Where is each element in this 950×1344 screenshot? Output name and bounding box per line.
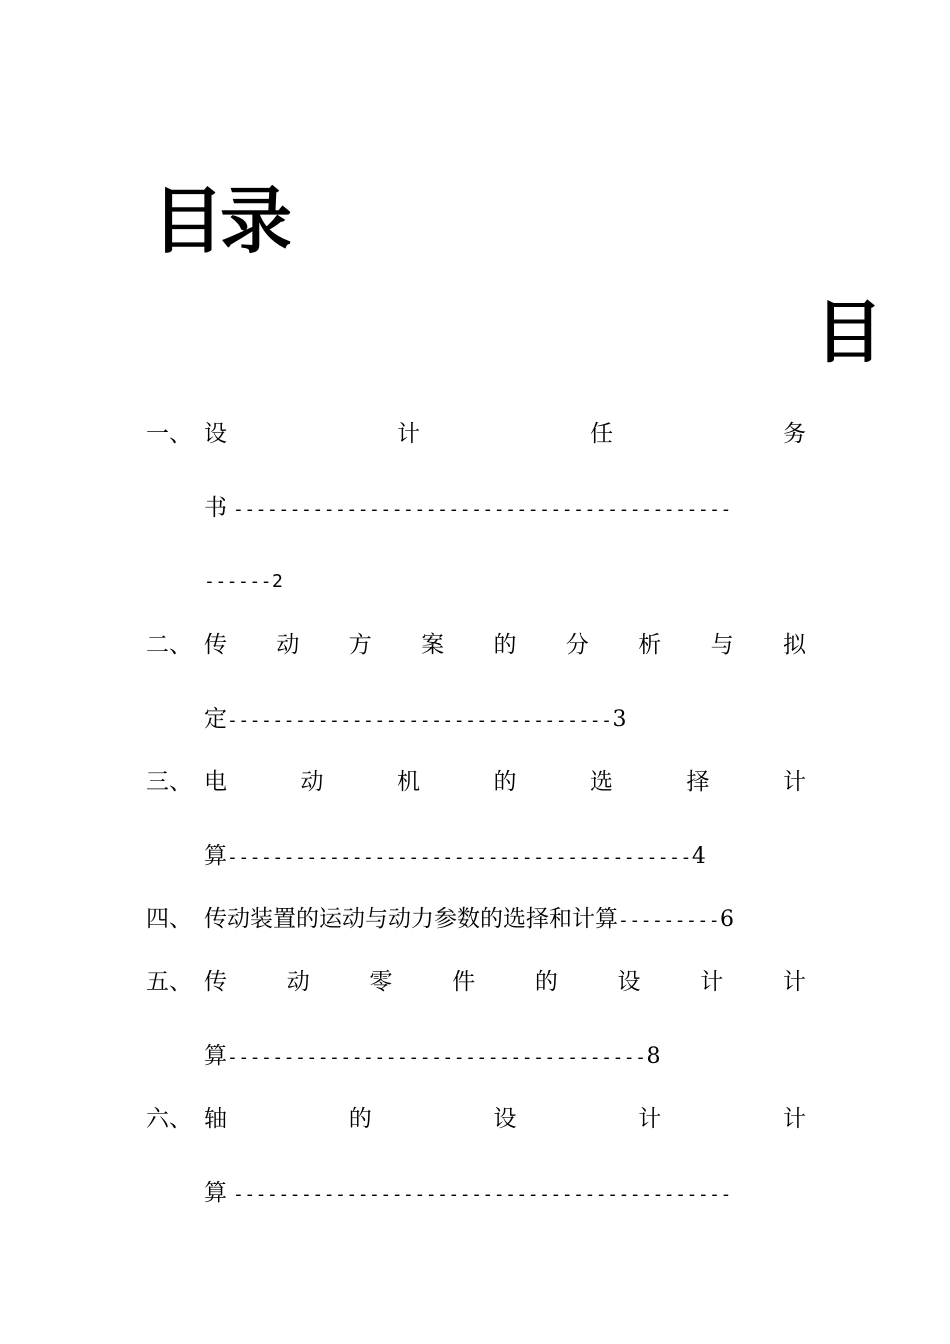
toc-char: 动 xyxy=(276,632,300,658)
leader-dashes: -------------------------------------------- xyxy=(233,1184,732,1205)
toc-char: 务 xyxy=(783,421,806,447)
leader-dashes: --------- xyxy=(618,910,721,931)
toc-entry-3-title xyxy=(204,768,806,796)
toc-char: 传 xyxy=(204,969,227,995)
leader-dashes: ---------------------------------- xyxy=(227,710,613,731)
toc-entry-1-continuation xyxy=(204,494,805,524)
toc-char: 算 xyxy=(204,843,227,869)
toc-char: 轴 xyxy=(204,1106,227,1132)
toc-entry-5-number: 五、 xyxy=(146,969,192,995)
toc-entry-2-title xyxy=(204,631,806,659)
toc-entry-6-title xyxy=(204,1105,806,1133)
toc-char: 动 xyxy=(300,769,324,795)
toc-entry-6-continuation xyxy=(204,1179,805,1209)
leader-dashes: ----------------------------------------- xyxy=(227,847,692,868)
toc-char: 的 xyxy=(534,969,558,995)
toc-entry-5-continuation xyxy=(204,1042,660,1072)
toc-char: 的 xyxy=(493,769,517,795)
toc-char: 的 xyxy=(348,1106,372,1132)
toc-char: 计 xyxy=(783,769,806,795)
toc-char: 设 xyxy=(617,969,641,995)
page-number: 6 xyxy=(720,907,735,932)
toc-char: 析 xyxy=(638,632,662,658)
toc-char: 选 xyxy=(590,769,613,795)
toc-entry-4-title xyxy=(204,905,734,935)
toc-char: 拟 xyxy=(783,632,806,658)
toc-char: 择 xyxy=(686,769,710,795)
toc-char: 计 xyxy=(782,969,806,995)
toc-entry-3-continuation xyxy=(204,842,706,872)
toc-char: 任 xyxy=(590,421,613,447)
page-number: 8 xyxy=(646,1044,661,1069)
toc-char: 传 xyxy=(204,632,227,658)
toc-entry-1-page-line xyxy=(204,568,283,596)
toc-char: 设 xyxy=(204,421,227,447)
toc-char: 书 xyxy=(204,495,227,521)
toc-char: 分 xyxy=(565,632,589,658)
page-number: 4 xyxy=(691,844,706,869)
toc-char: 定 xyxy=(204,706,227,732)
toc-title-side-char: 目 xyxy=(815,294,884,373)
page-number: 3 xyxy=(612,707,627,732)
toc-char: 动 xyxy=(286,969,310,995)
toc-char: 计 xyxy=(638,1106,662,1132)
toc-entry-1-number: 一、 xyxy=(146,421,192,447)
toc-char: 与 xyxy=(710,632,734,658)
toc-char: 电 xyxy=(204,769,227,795)
toc-entry-2-number: 二、 xyxy=(146,632,192,658)
toc-char: 设 xyxy=(493,1106,517,1132)
toc-char: 计 xyxy=(397,421,420,447)
toc-char: 零 xyxy=(369,969,393,995)
toc-entry-1-title xyxy=(204,420,806,448)
toc-char: 计 xyxy=(700,969,724,995)
toc-char: 机 xyxy=(397,769,420,795)
toc-char: 案 xyxy=(421,632,445,658)
leader-dashes: -------------------------------------------- xyxy=(233,499,732,520)
toc-char: 算 xyxy=(204,1180,227,1206)
leader-dashes: ------------------------------------- xyxy=(227,1047,647,1068)
toc-title: 目录 xyxy=(152,179,289,263)
toc-char: 件 xyxy=(452,969,476,995)
toc-entry-3-number: 三、 xyxy=(146,769,192,795)
toc-char: 算 xyxy=(204,1043,227,1069)
toc-entry-4-number: 四、 xyxy=(146,906,192,932)
toc-char: 方 xyxy=(348,632,372,658)
toc-char: 的 xyxy=(493,632,517,658)
leader-dashes: ------2 xyxy=(204,571,284,592)
toc-entry-text: 传动装置的运动与动力参数的选择和计算 xyxy=(204,906,618,932)
toc-entry-2-continuation xyxy=(204,705,626,735)
toc-char: 计 xyxy=(783,1106,806,1132)
toc-entry-5-title xyxy=(204,968,806,996)
toc-entry-6-number: 六、 xyxy=(146,1106,192,1132)
